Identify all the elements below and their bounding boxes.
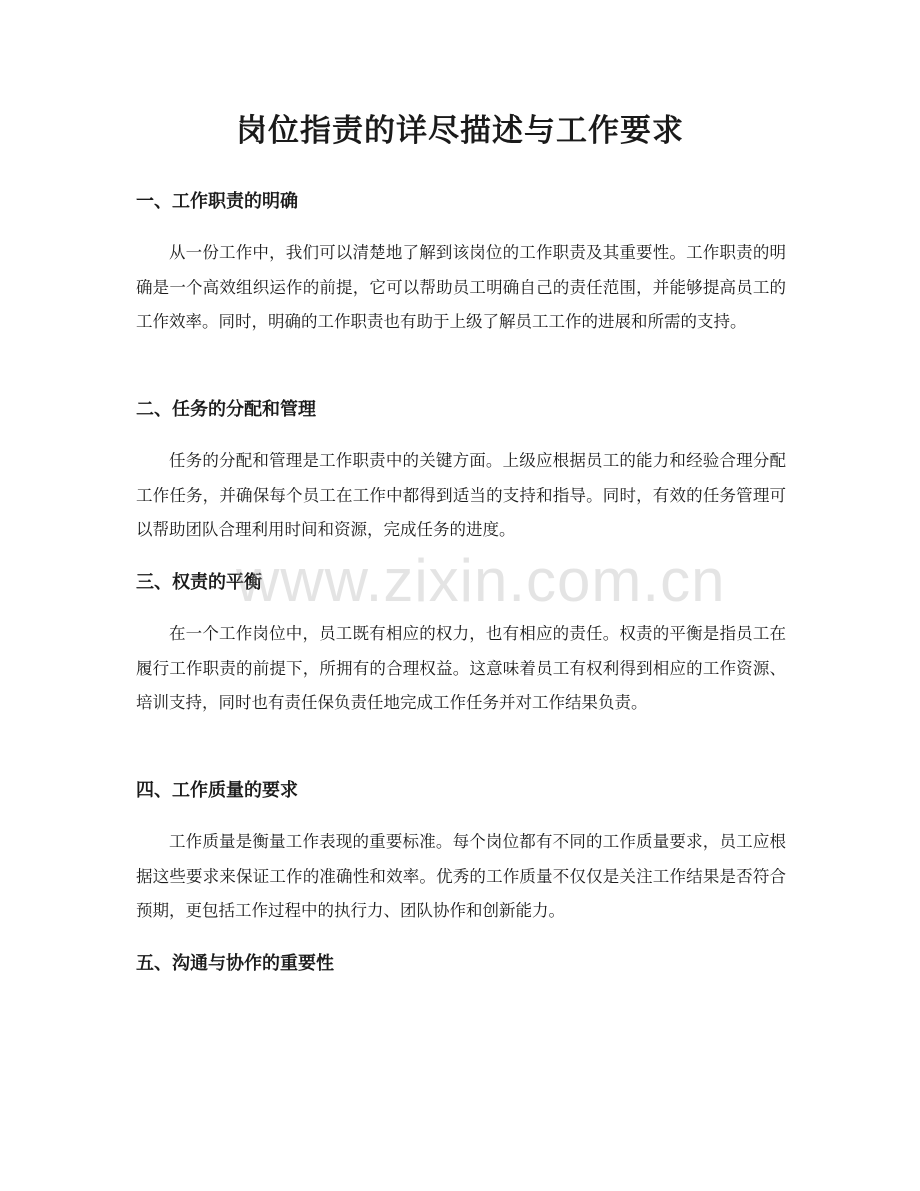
document-title: 岗位指责的详尽描述与工作要求 (236, 113, 684, 149)
section-body-1: 从一份工作中，我们可以清楚地了解到该岗位的工作职责及其重要性。工作职责的明确是一个高效组织运作的前提，它可以帮助员工明确自己的责任范围，并能够提高员工的工作效率。同时，明确的工作职责也有助于上级了解员工工作的进展和所需的支持。 (136, 243, 786, 331)
section-heading-1: 一、工作职责的明确 (136, 191, 298, 212)
watermark-text: www.zixin.com.cn (236, 547, 726, 614)
section-body-4: 工作质量是衡量工作表现的重要标准。每个岗位都有不同的工作质量要求，员工应根据这些要求来保证工作的准确性和效率。优秀的工作质量不仅仅是关注工作结果是否符合预期，更包括工作过程中的执行力、团队协作和创新能力。 (136, 832, 786, 920)
section-heading-5: 五、沟通与协作的重要性 (136, 953, 334, 974)
section-body-3: 在一个工作岗位中，员工既有相应的权力，也有相应的责任。权责的平衡是指员工在履行工作职责的前提下，所拥有的合理权益。这意味着员工有权利得到相应的工作资源、培训支持，同时也有责任保负责任地完成工作任务并对工作结果负责。 (136, 624, 786, 712)
section-heading-2: 二、任务的分配和管理 (136, 399, 316, 420)
section-heading-4: 四、工作质量的要求 (136, 780, 298, 801)
section-body-2: 任务的分配和管理是工作职责中的关键方面。上级应根据员工的能力和经验合理分配工作任务，并确保每个员工在工作中都得到适当的支持和指导。同时，有效的任务管理可以帮助团队合理利用时间和资源，完成任务的进度。 (136, 451, 786, 539)
section-heading-3: 三、权责的平衡 (136, 572, 262, 593)
